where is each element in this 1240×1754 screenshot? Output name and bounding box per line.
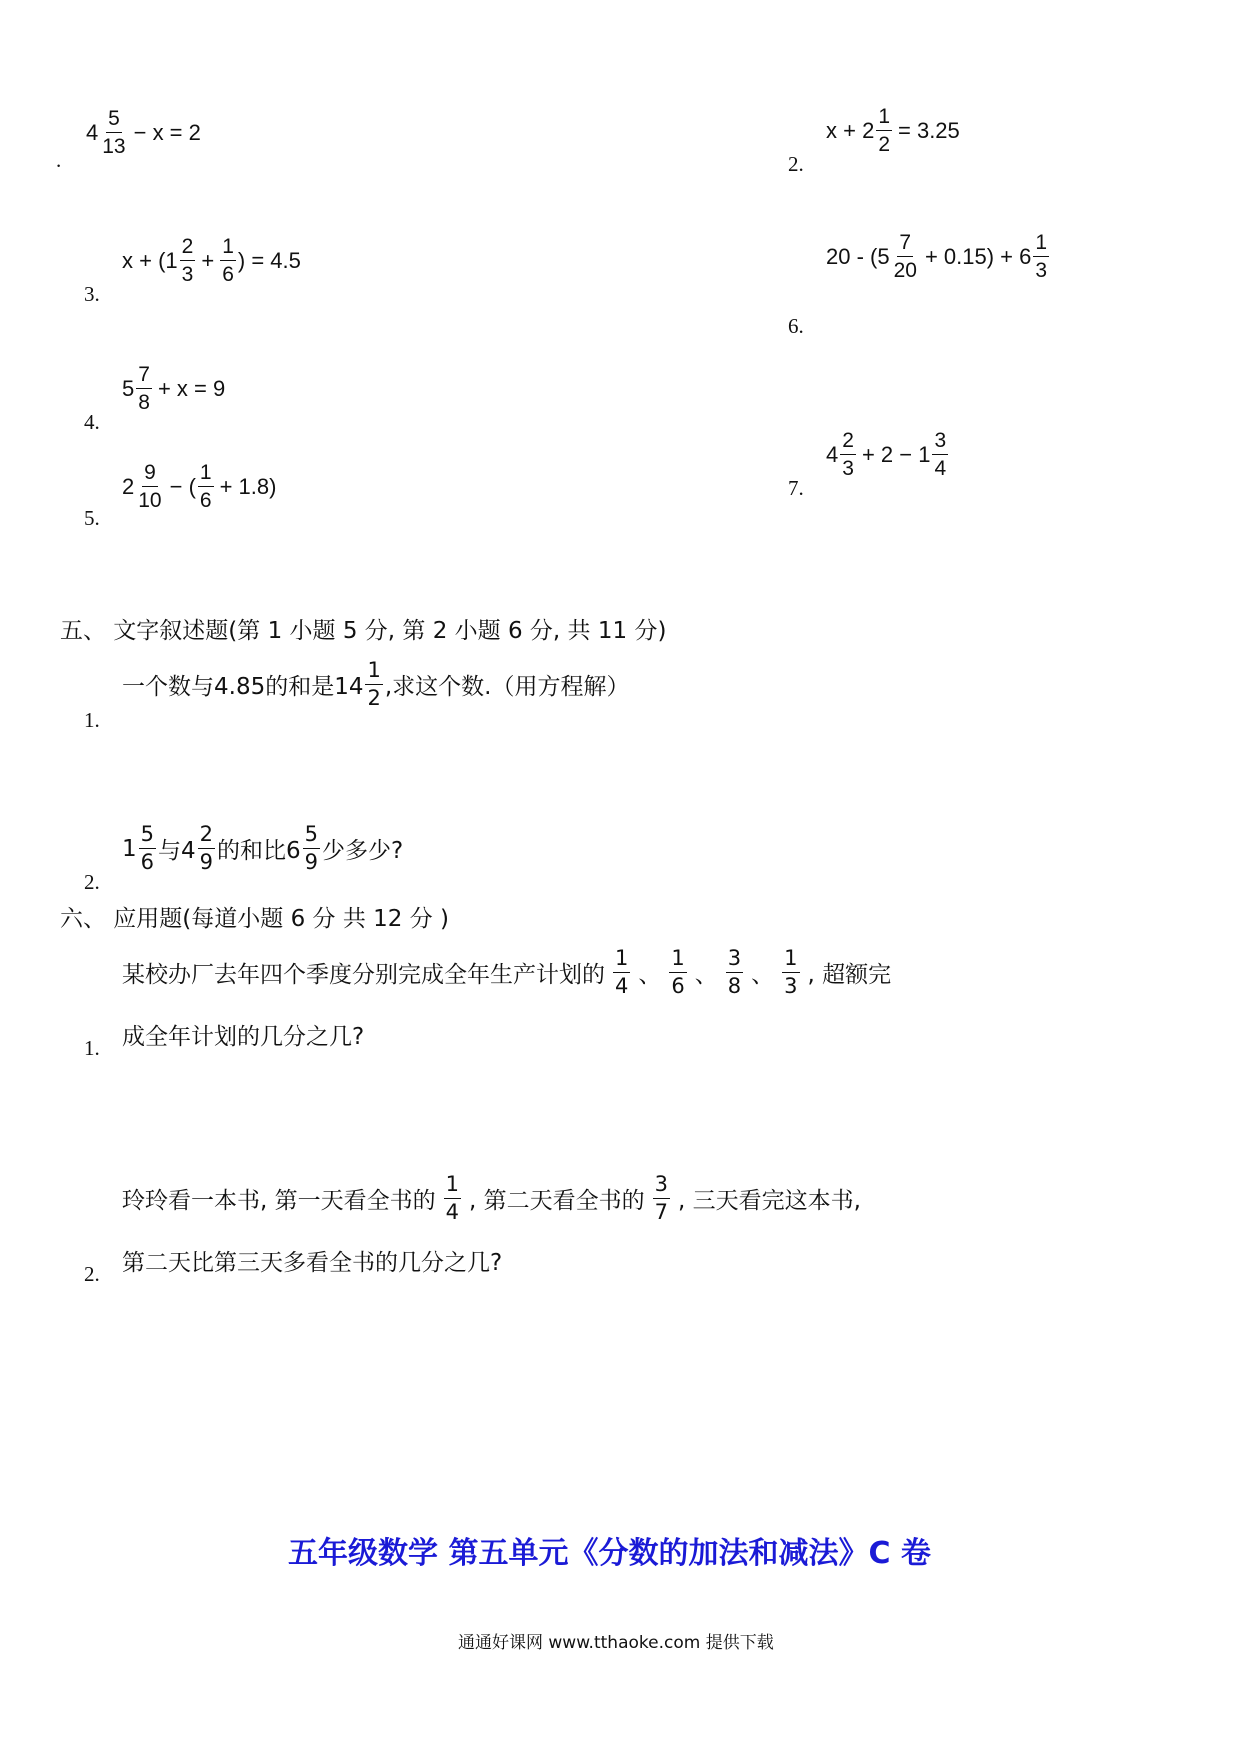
s5-p2-text-1: 与4: [158, 838, 196, 864]
q3-rest: ) = 4.5: [237, 247, 301, 273]
s5-p2-text-3: 少多少?: [322, 838, 404, 864]
q6-fraction-1: $\frac{7}{20}$: [893, 231, 917, 282]
s6-p1-line-1: [122, 948, 891, 997]
s6-p1-sep-2: 、: [694, 962, 718, 988]
q5-label: 5.: [84, 506, 100, 530]
q5-rest: + 1.8): [219, 473, 277, 499]
q5-fraction-1: $\frac{9}{10}$: [138, 461, 162, 512]
s6-p1-fraction-2: $\frac{1}{6}$: [671, 946, 685, 998]
q6-fraction-2: $\frac{1}{3}$: [1035, 231, 1048, 282]
s6-p2-text-3: , 三天看完这本书,: [678, 1188, 861, 1214]
q2-pre: x + 2: [826, 117, 875, 143]
q5-whole: 2: [122, 473, 135, 499]
s5-p1-fraction: $\frac{1}{2}$: [367, 658, 381, 710]
expression-7: [826, 430, 950, 479]
q4-fraction: $\frac{7}{8}$: [138, 363, 150, 414]
s6-p2-text-2: , 第二天看全书的: [469, 1188, 645, 1214]
s5-p2-label: 2.: [84, 870, 100, 894]
q6-label: 6.: [788, 314, 804, 338]
q3-pre: x + (1: [122, 247, 178, 273]
expression-6: [826, 232, 1051, 281]
s5-problem-2: [122, 824, 403, 873]
q3-fraction-1: $\frac{2}{3}$: [181, 235, 194, 286]
s6-p1-sep-1: 、: [638, 962, 662, 988]
equation-1: [86, 108, 201, 157]
s6-p1-label: 1.: [84, 1036, 100, 1060]
q6-pre: 20 - (5: [826, 243, 890, 269]
s5-problem-1: [122, 660, 629, 709]
equation-3: [122, 236, 301, 285]
q2-label: 2.: [788, 152, 804, 176]
s6-p1-line-2: 成全年计划的几分之几?: [122, 1024, 365, 1050]
s5-p2-fraction-1: $\frac{5}{6}$: [140, 822, 155, 874]
q2-rest: = 3.25: [898, 117, 960, 143]
q4-rest: + x = 9: [157, 375, 226, 401]
q3-plus: +: [201, 247, 215, 273]
s5-p2-fraction-3: $\frac{5}{9}$: [304, 822, 319, 874]
q7-pre: 4: [826, 441, 839, 467]
section-5-heading: 五、 文字叙述题(第 1 小题 5 分, 第 2 小题 6 分, 共 11 分): [60, 618, 667, 644]
s6-p2-fraction-2: $\frac{3}{7}$: [654, 1172, 668, 1224]
q1-whole: 4: [86, 119, 99, 145]
s5-p1-pre: 一个数与4.85的和是14: [122, 674, 364, 700]
q7-fraction-1: $\frac{2}{3}$: [842, 429, 854, 480]
s6-p2-label: 2.: [84, 1262, 100, 1286]
q5-fraction-2: $\frac{1}{6}$: [199, 461, 212, 512]
expression-5: [122, 462, 276, 511]
q1-dot: .: [56, 148, 62, 172]
s5-p2-fraction-2: $\frac{2}{9}$: [199, 822, 214, 874]
s6-p2-line-2: 第二天比第三天多看全书的几分之几?: [122, 1250, 503, 1276]
footer-credit: 通通好课网 www.tthaoke.com 提供下载: [458, 1633, 774, 1653]
s5-p1-label: 1.: [84, 708, 100, 732]
s6-p1-text: 某校办厂去年四个季度分别完成全年生产计划的: [122, 962, 605, 988]
s6-p1-fraction-4: $\frac{1}{3}$: [784, 946, 798, 998]
q1-fraction: $\frac{5}{13}$: [102, 107, 126, 158]
q6-mid: + 0.15) + 6: [924, 243, 1032, 269]
document-title: 五年级数学 第五单元《分数的加法和减法》C 卷: [288, 1536, 931, 1571]
q3-label: 3.: [84, 282, 100, 306]
equation-2: [826, 106, 960, 155]
q1-rest: − x = 2: [133, 119, 201, 145]
q7-mid: + 2 − 1: [861, 441, 931, 467]
s5-p1-post: ,求这个数.（用方程解）: [384, 674, 630, 700]
s6-p1-fraction-3: $\frac{3}{8}$: [727, 946, 742, 998]
q4-label: 4.: [84, 410, 100, 434]
equation-4: [122, 364, 225, 413]
s5-p2-whole: 1: [122, 835, 137, 862]
s6-p1-text-end: , 超额完: [807, 962, 892, 988]
section-6-heading: 六、 应用题(每道小题 6 分 共 12 分 ): [60, 906, 450, 932]
q2-fraction: $\frac{1}{2}$: [878, 105, 890, 156]
q5-mid: − (: [169, 473, 196, 499]
q7-fraction-2: $\frac{3}{4}$: [934, 429, 947, 480]
s6-p1-sep-3: 、: [751, 962, 775, 988]
s6-p1-fraction-1: $\frac{1}{4}$: [615, 946, 629, 998]
s5-p2-text-2: 的和比6: [217, 838, 301, 864]
q3-fraction-2: $\frac{1}{6}$: [222, 235, 234, 286]
s6-p2-line-1: [122, 1174, 861, 1223]
q7-label: 7.: [788, 476, 804, 500]
q4-whole: 5: [122, 375, 135, 401]
s6-p2-fraction-1: $\frac{1}{4}$: [445, 1172, 459, 1224]
s6-p2-text-1: 玲玲看一本书, 第一天看全书的: [122, 1188, 436, 1214]
